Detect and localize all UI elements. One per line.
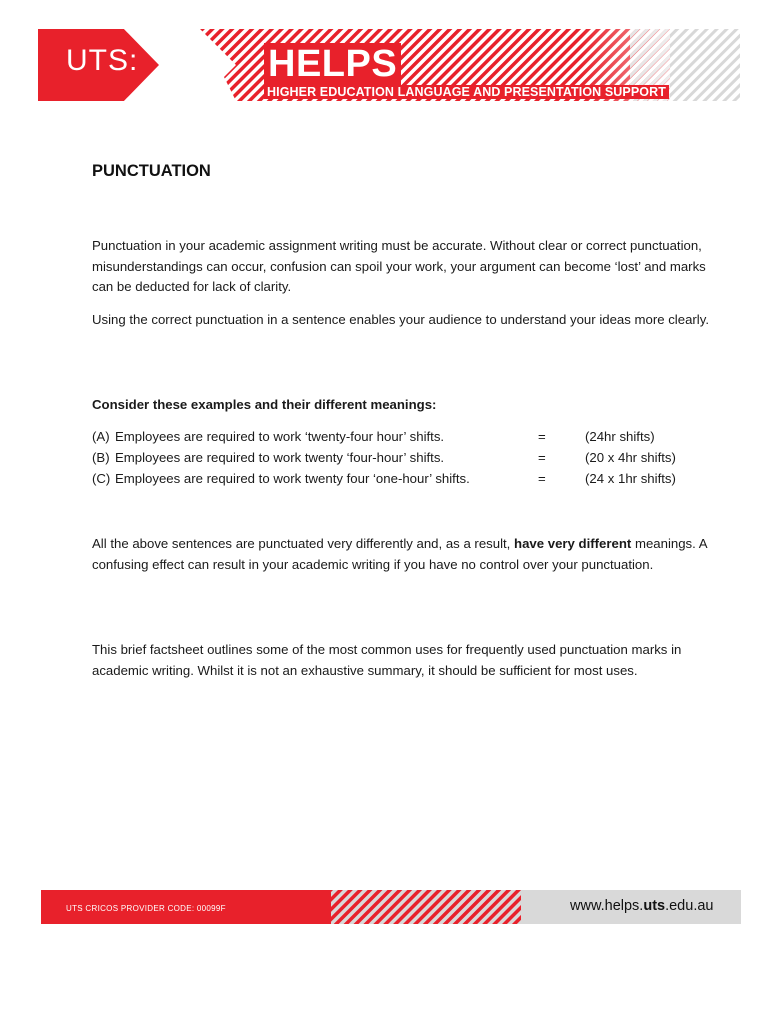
third-paragraph — [92, 534, 728, 575]
example-text: Employees are required to work ‘twenty-four hour’ shifts. — [115, 429, 445, 444]
helps-subtitle: HIGHER EDUCATION LANGUAGE AND PRESENTATION SUPPORT — [264, 85, 669, 99]
page-title: PUNCTUATION — [92, 162, 211, 180]
helps-title: HELPS — [264, 43, 401, 85]
example-result: (24 x 1hr shifts) — [585, 471, 676, 486]
example-label: (A) — [92, 429, 110, 444]
example-row-b — [92, 448, 728, 468]
example-text: Employees are required to work twenty ‘four-hour’ shifts. — [115, 450, 445, 465]
url-suffix: .edu.au — [665, 898, 714, 914]
url-bold: uts — [643, 898, 666, 914]
example-row-c — [92, 469, 728, 489]
intro-paragraph: Punctuation in your academic assignment writing must be accurate. Without clear or correct punctuation, misunderstandings can occur, confusion can spoil your work, your argument can become ‘lost’ and marks can be deducted for lack of clarity. — [92, 238, 706, 294]
third-paragraph-end: meanings. A confusing effect can result in your academic writing if you have no control over your punctuation. — [92, 536, 707, 572]
examples-heading: Consider these examples and their different meanings: — [92, 397, 437, 412]
example-equals: = — [538, 471, 546, 486]
example-equals: = — [538, 429, 546, 444]
second-paragraph: Using the correct punctuation in a sentence enables your audience to understand your ideas more clearly. — [92, 312, 710, 327]
third-paragraph-start: All the above sentences are punctuated very differently and, as a result, — [92, 536, 515, 551]
example-text: Employees are required to work twenty four ‘one-hour’ shifts. — [115, 471, 470, 486]
cricos-code: UTS CRICOS PROVIDER CODE: 00099F — [66, 904, 226, 913]
example-label: (B) — [92, 450, 110, 465]
third-paragraph-emphasis: have very different — [514, 536, 632, 551]
fourth-paragraph: This brief factsheet outlines some of the most common uses for frequently used punctuation marks in academic writing. Whilst it is not an exhaustive summary, it should be sufficient for most uses. — [92, 642, 682, 678]
helps-website-link[interactable] — [570, 898, 713, 914]
example-result: (20 x 4hr shifts) — [585, 450, 676, 465]
example-result: (24hr shifts) — [585, 429, 655, 444]
example-row-a — [92, 427, 728, 447]
example-equals: = — [538, 450, 546, 465]
url-prefix: www.helps. — [570, 898, 644, 914]
example-label: (C) — [92, 471, 111, 486]
uts-logo: UTS: — [66, 44, 139, 77]
